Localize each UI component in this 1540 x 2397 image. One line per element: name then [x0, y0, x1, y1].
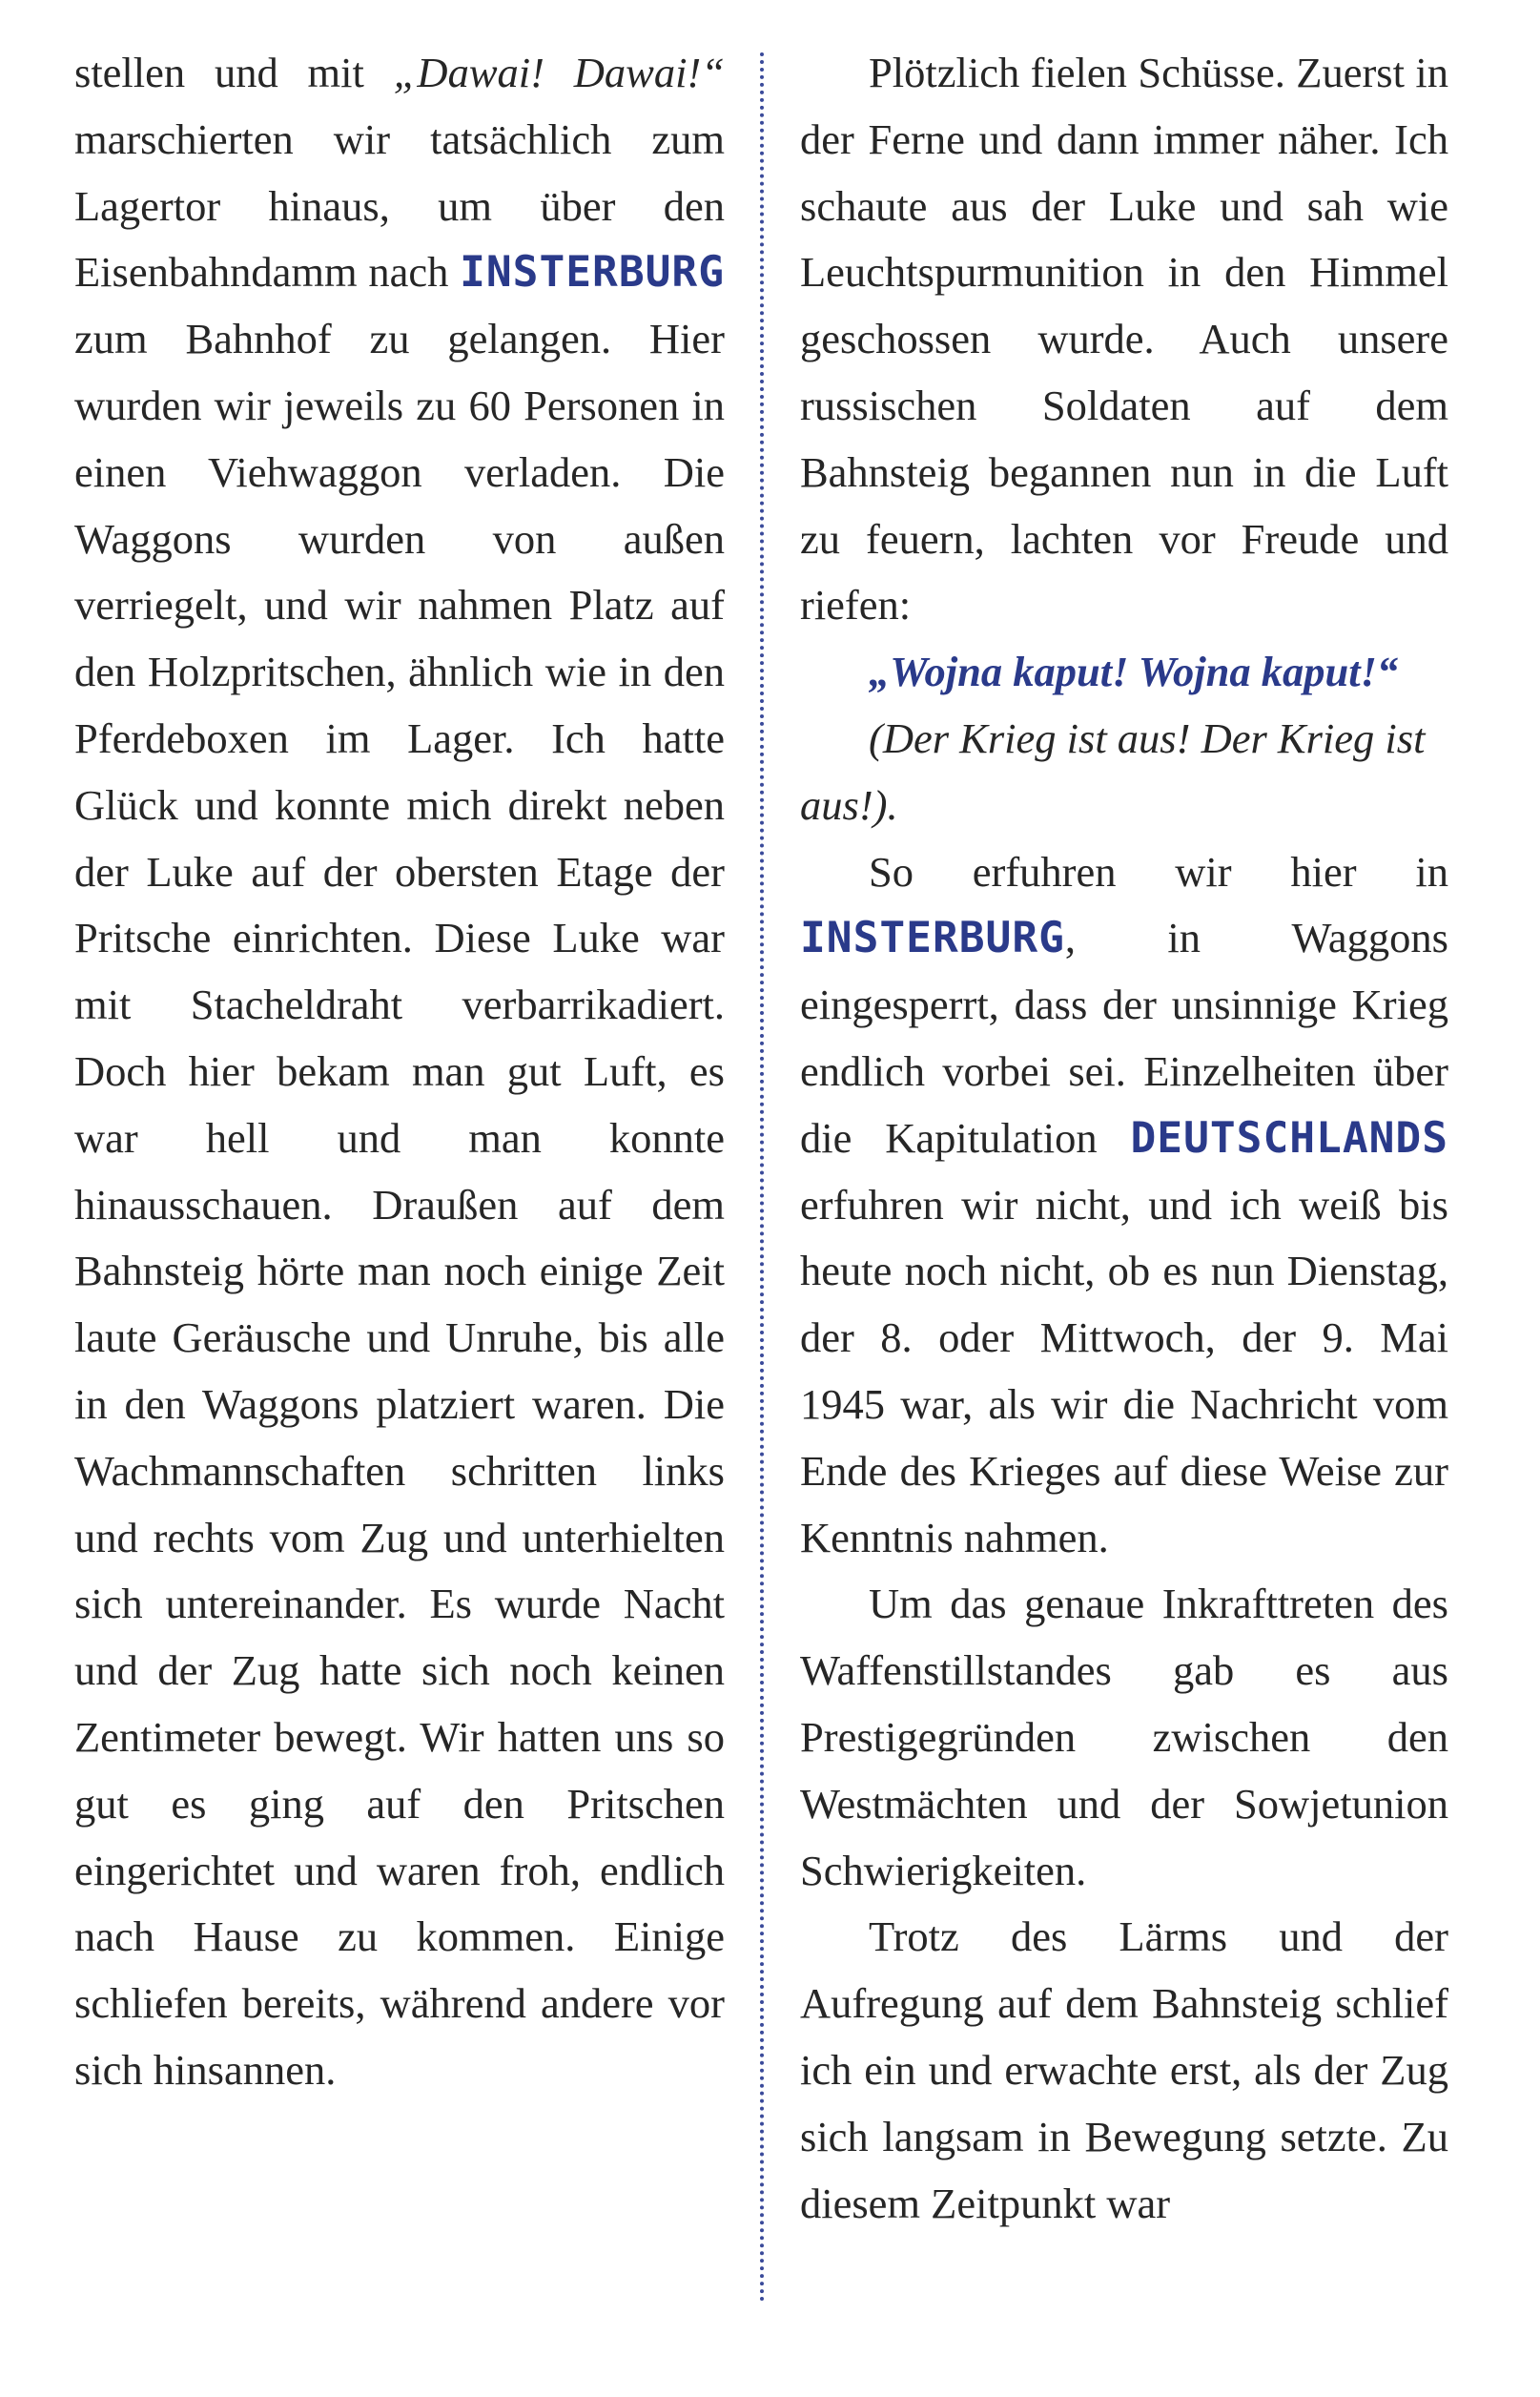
- place-name-insterburg: INSTERBURG: [460, 248, 725, 298]
- right-text-column: [800, 40, 1448, 2237]
- place-name-insterburg: INSTERBURG: [800, 914, 1065, 963]
- left-text-column: [74, 40, 725, 2104]
- paragraph-text: zum Bahnhof zu gelangen. Hier wurden wir jeweils zu 60 Personen in einen Viehwaggon verladen. Die Waggons wurden von außen verriegelt, und wir nahmen Platz auf den Holzpritschen, ähnlich wie in den Pferdeboxen im Lager. Ich hatte Glück und konnte mich direkt neben der Luke auf der obersten Etage der Pritsche einrichten. Diese Luke war mit Stacheldraht verbarrikadiert. Doch hier bekam man gut Luft, es war hell und man konnte hinausschauen. Draußen auf dem Bahnsteig hörte man noch einige Zeit laute Geräusche und Unruhe, bis alle in den Waggons platziert waren. Die Wachmannschaften schritten links und rechts vom Zug und unterhielten sich untereinander. Es wurde Nacht und der Zug hatte sich noch keinen Zentimeter bewegt. Wir hatten uns so gut es ging auf den Pritschen eingerichtet und waren froh, endlich nach Hause zu kommen. Einige schliefen bereits, während andere vor sich hinsannen.: [74, 315, 725, 2094]
- quote-dawai: „Dawai! Dawai!“: [393, 49, 725, 96]
- paragraph-transport: [74, 40, 725, 2104]
- paragraph-text: marschierten wir tatsächlich zum Lagertor hinaus, um über den Eisenbahndamm nach: [74, 114, 725, 297]
- paragraph-departure: Trotz des Lärms und der Aufregung auf dem Bahnsteig schlief ich ein und erwachte erst, als der Zug sich langsam in Bewegung setzte. Zu diesem Zeitpunkt war: [800, 1912, 1448, 2227]
- place-name-deutschlands: DEUTSCHLANDS: [1130, 1113, 1448, 1163]
- paragraph-ceasefire: Um das genaue Inkrafttreten des Waffenstillstandes gab es aus Prestigegründen zwischen den Westmächten und der Sowjetunion Schwierigkeiten.: [800, 1580, 1448, 1894]
- quote-wojna-kaput: „Wojna kaput! Wojna kaput!“: [869, 648, 1399, 696]
- paragraph-text: stellen und mit: [74, 49, 394, 96]
- quote-translation: (Der Krieg ist aus! Der Krieg ist aus!).: [800, 713, 1426, 829]
- paragraph-capitulation: [800, 839, 1448, 1572]
- paragraph-shots: [800, 40, 1448, 839]
- paragraph-text: , in Waggons eingesperrt, dass der unsinnige Krieg endlich vorbei sei. Einzelheiten über die Kapitulation: [800, 914, 1448, 1162]
- paragraph-text: erfuhren wir nicht, und ich weiß bis heute noch nicht, ob es nun Dienstag, der 8. oder Mittwoch, der 9. Mai 1945 war, als wir die Nachricht vom Ende des Krieges auf diese Weise zur Kenntnis nahmen.: [800, 1180, 1448, 1561]
- column-divider: [760, 52, 764, 2304]
- paragraph-text: Plötzlich fielen Schüsse. Zuerst in der Ferne und dann immer näher. Ich schaute aus der Luke und sah wie Leuchtspurmunition in den Himmel geschossen wurde. Auch unsere russischen Soldaten auf dem Bahnsteig begannen nun in die Luft zu feuern, lachten vor Freude und riefen:: [800, 49, 1448, 630]
- paragraph-text: So erfuhren wir hier in: [869, 847, 1448, 896]
